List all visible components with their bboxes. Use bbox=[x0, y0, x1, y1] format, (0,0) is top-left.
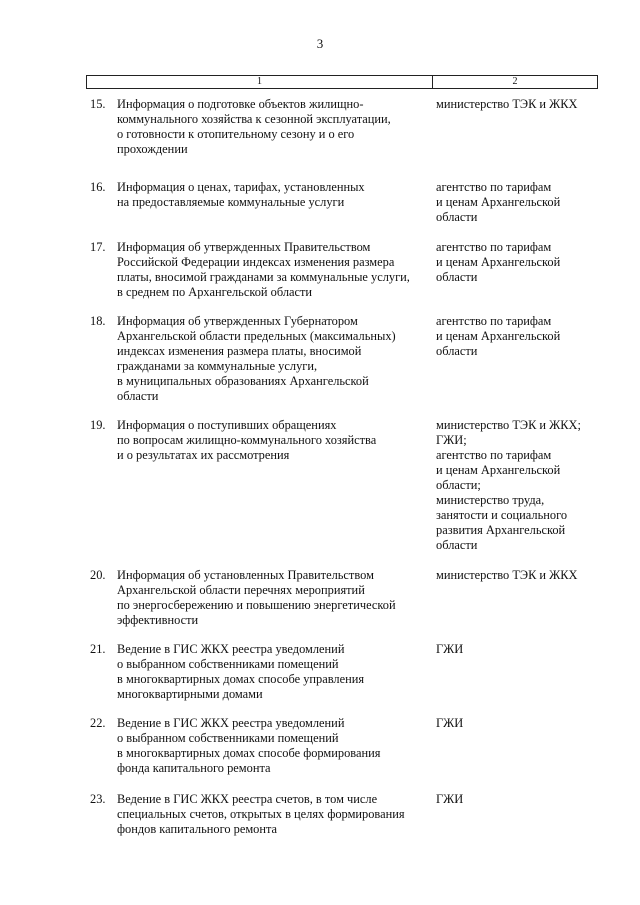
table-row bbox=[86, 792, 598, 840]
row-number: 16. bbox=[90, 180, 106, 194]
row-description: Информация об утвержденных Губернатором Архангельской области предельных (максимальных) индексах изменения размера платы, вносимой гражданами за коммунальные услуги, в муниципальных образованиях Архангельской области bbox=[117, 314, 396, 403]
row-number: 23. bbox=[90, 792, 106, 806]
row-description: Информация об установленных Правительством Архангельской области перечнях мероприятий по энергосбережению и повышению энергетической эффективности bbox=[117, 568, 396, 627]
row-description: Информация об утвержденных Правительством Российской Федерации индексах изменения размера платы, вносимой гражданами за коммунальные услуги, в среднем по Архангельской области bbox=[117, 240, 410, 299]
table-header-col-2: 2 bbox=[512, 76, 518, 87]
row-description: Ведение в ГИС ЖКХ реестра счетов, в том числе специальных счетов, открытых в целях формирования фондов капитального ремонта bbox=[117, 792, 405, 836]
row-number: 19. bbox=[90, 418, 106, 432]
table-row bbox=[86, 568, 598, 642]
row-responsible: ГЖИ bbox=[436, 792, 464, 806]
row-responsible: агентство по тарифам и ценам Архангельской области bbox=[436, 240, 561, 284]
table-row bbox=[86, 716, 598, 792]
table-row bbox=[86, 97, 598, 180]
row-description: Информация о поступивших обращениях по вопросам жилищно-коммунального хозяйства и о результатах их рассмотрения bbox=[117, 418, 377, 462]
row-description: Ведение в ГИС ЖКХ реестра уведомлений о выбранном собственниками помещений в многоквартирных домах способе управления многоквартирными домами bbox=[117, 642, 365, 701]
table-row bbox=[86, 240, 598, 314]
table-row bbox=[86, 180, 598, 240]
row-number: 18. bbox=[90, 314, 106, 328]
row-responsible: агентство по тарифам и ценам Архангельской области bbox=[436, 314, 561, 358]
table-row bbox=[86, 314, 598, 418]
page-number: 3 bbox=[316, 36, 324, 51]
row-number: 21. bbox=[90, 642, 106, 656]
row-number: 20. bbox=[90, 568, 106, 582]
table-row bbox=[86, 642, 598, 716]
table-header bbox=[86, 75, 598, 89]
table-row bbox=[86, 418, 598, 568]
row-responsible: ГЖИ bbox=[436, 716, 464, 730]
row-number: 15. bbox=[90, 97, 106, 111]
row-responsible: министерство ТЭК и ЖКХ bbox=[436, 97, 578, 111]
row-number: 22. bbox=[90, 716, 106, 730]
row-description: Ведение в ГИС ЖКХ реестра уведомлений о выбранном собственниками помещений в многоквартирных домах способе формирования фонда капитального ремонта bbox=[117, 716, 381, 775]
row-responsible: министерство ТЭК и ЖКХ bbox=[436, 568, 578, 582]
table-body bbox=[86, 97, 598, 840]
row-description: Информация о ценах, тарифах, установленных на предоставляемые коммунальные услуги bbox=[117, 180, 365, 209]
row-responsible: министерство ТЭК и ЖКХ; ГЖИ; агентство по тарифам и ценам Архангельской области; министерство труда, занятости и социального развития Архангельской области bbox=[436, 418, 581, 552]
row-responsible: ГЖИ bbox=[436, 642, 464, 656]
row-description: Информация о подготовке объектов жилищно- коммунального хозяйства к сезонной эксплуатации, о готовности к отопительному сезону и о его прохождении bbox=[117, 97, 391, 156]
table-header-col-1: 1 bbox=[87, 76, 433, 88]
row-responsible: агентство по тарифам и ценам Архангельской области bbox=[436, 180, 561, 224]
row-number: 17. bbox=[90, 240, 106, 254]
